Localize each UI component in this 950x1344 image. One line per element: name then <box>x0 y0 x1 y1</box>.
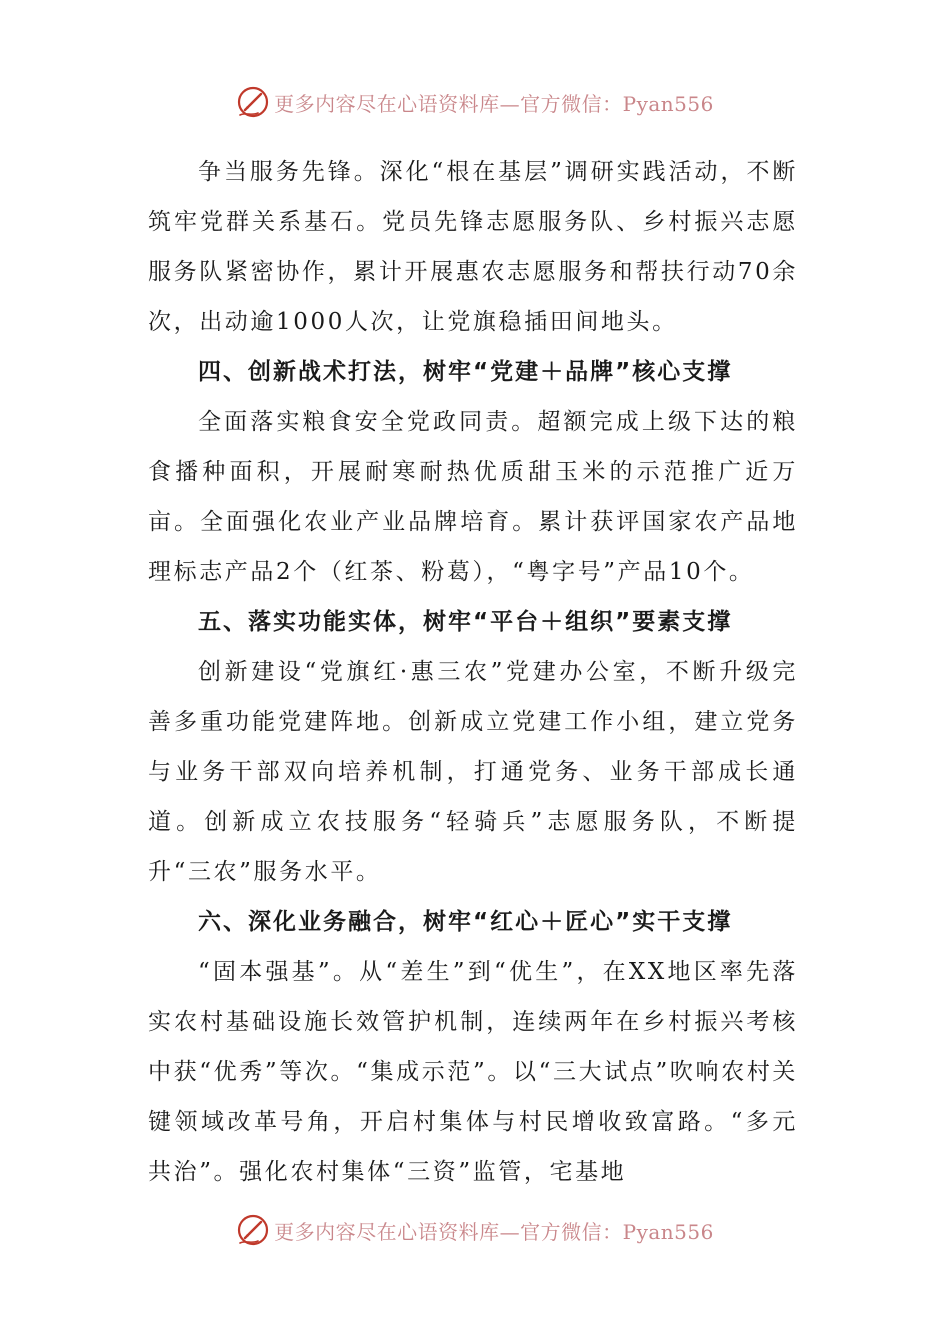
section-heading-6: 六、深化业务融合，树牢“红心＋匠心”实干支撑 <box>198 909 733 935</box>
pen-logo-icon <box>236 1213 270 1247</box>
paragraph-3: 创新建设“党旗红·惠三农”党建办公室，不断升级完善多重功能党建阵地。创新成立党建工作小组，建立党务与业务干部双向培养机制，打通党务、业务干部成长通道。创新成立农技服务“轻骑兵”志愿服务队，不断提升“三农”服务水平。 <box>148 659 798 885</box>
document-body <box>148 147 798 1197</box>
section-heading-4: 四、创新战术打法，树牢“党建＋品牌”核心支撑 <box>198 359 733 385</box>
header-watermark-banner <box>0 80 950 124</box>
watermark-text: 更多内容尽在心语资料库—官方微信：Pyan556 <box>274 1219 714 1244</box>
footer-watermark-banner <box>0 1208 950 1252</box>
section-heading-5: 五、落实功能实体，树牢“平台＋组织”要素支撑 <box>198 609 733 635</box>
paragraph-4: “固本强基”。从“差生”到“优生”，在XX地区率先落实农村基础设施长效管护机制，连续两年在乡村振兴考核中获“优秀”等次。“集成示范”。以“三大试点”吹响农村关键领域改革号角，开启村集体与村民增收致富路。“多元共治”。强化农村集体“三资”监管，宅基地 <box>148 959 798 1185</box>
paragraph-1: 争当服务先锋。深化“根在基层”调研实践活动，不断筑牢党群关系基石。党员先锋志愿服务队、乡村振兴志愿服务队紧密协作，累计开展惠农志愿服务和帮扶行动70余次，出动逾1000人次，让党旗稳插田间地头。 <box>148 159 798 335</box>
paragraph-2: 全面落实粮食安全党政同责。超额完成上级下达的粮食播种面积，开展耐寒耐热优质甜玉米的示范推广近万亩。全面强化农业产业品牌培育。累计获评国家农产品地理标志产品2个（红茶、粉葛），“粤字号”产品10个。 <box>148 409 798 585</box>
watermark-text: 更多内容尽在心语资料库—官方微信：Pyan556 <box>274 91 714 116</box>
pen-logo-icon <box>236 85 270 119</box>
